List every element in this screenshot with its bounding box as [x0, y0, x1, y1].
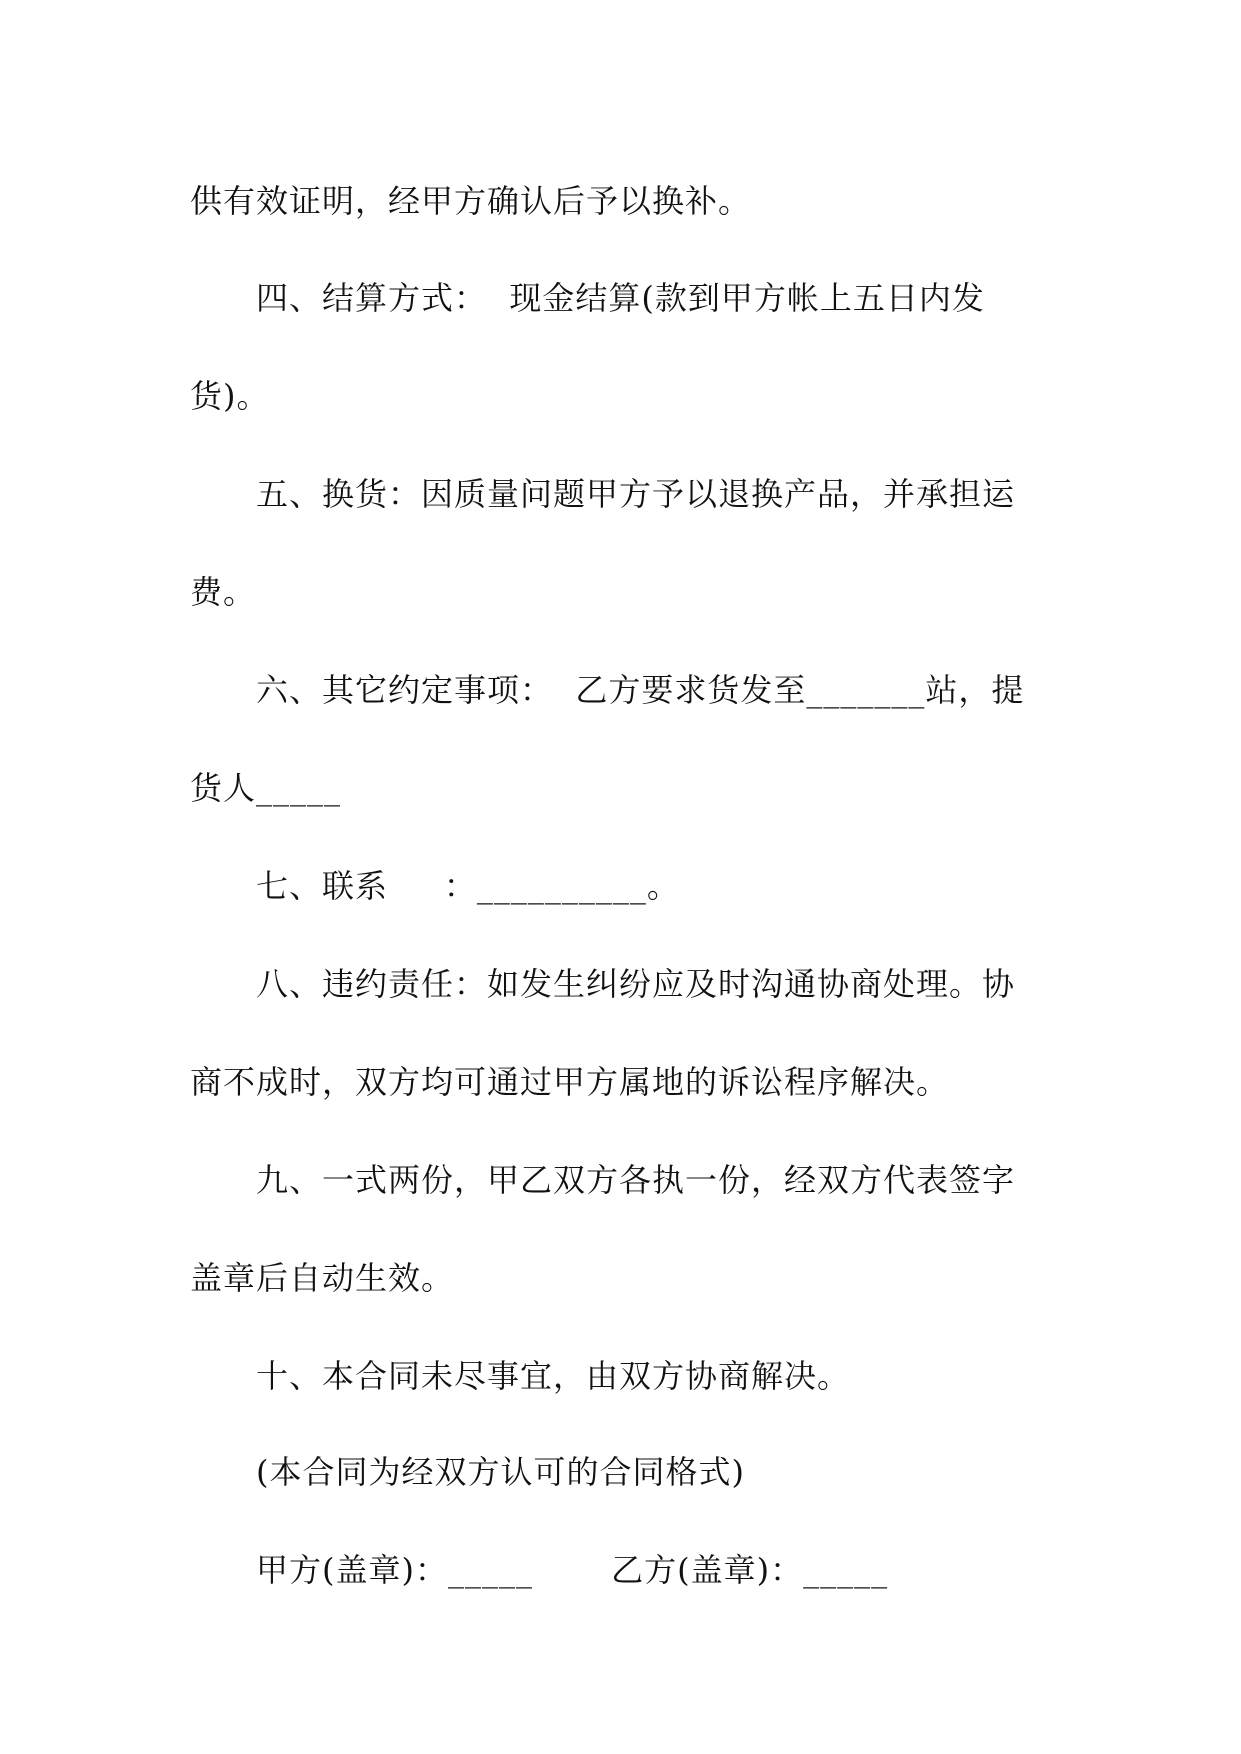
text-line: 供有效证明，经甲方确认后予以换补。 [190, 182, 752, 220]
clause-exchange: 五、换货：因质量问题甲方予以退换产品，并承担运 [256, 475, 1016, 513]
clause-other-terms: 六、其它约定事项： 乙方要求货发至_______站，提 [256, 671, 1025, 709]
clause-settlement-method: 四、结算方式： 现金结算(款到甲方帐上五日内发 [256, 279, 985, 317]
contract-format-note: (本合同为经双方认可的合同格式) [256, 1453, 745, 1491]
signature-line: 甲方(盖章)：_____ 乙方(盖章)：_____ [256, 1551, 889, 1589]
text-line: 盖章后自动生效。 [190, 1259, 455, 1297]
text-line: 货人_____ [190, 769, 342, 807]
text-line: 商不成时，双方均可通过甲方属地的诉讼程序解决。 [190, 1063, 950, 1101]
text-line: 费。 [190, 573, 257, 611]
clause-contact: 七、联系 ：__________。 [256, 867, 680, 905]
text-line: 货)。 [190, 377, 270, 415]
clause-copies: 九、一式两份，甲乙双方各执一份，经双方代表签字 [256, 1161, 1016, 1199]
clause-unresolved-matters: 十、本合同未尽事宜，由双方协商解决。 [256, 1357, 851, 1395]
clause-liability: 八、违约责任：如发生纠纷应及时沟通协商处理。协 [256, 965, 1016, 1003]
